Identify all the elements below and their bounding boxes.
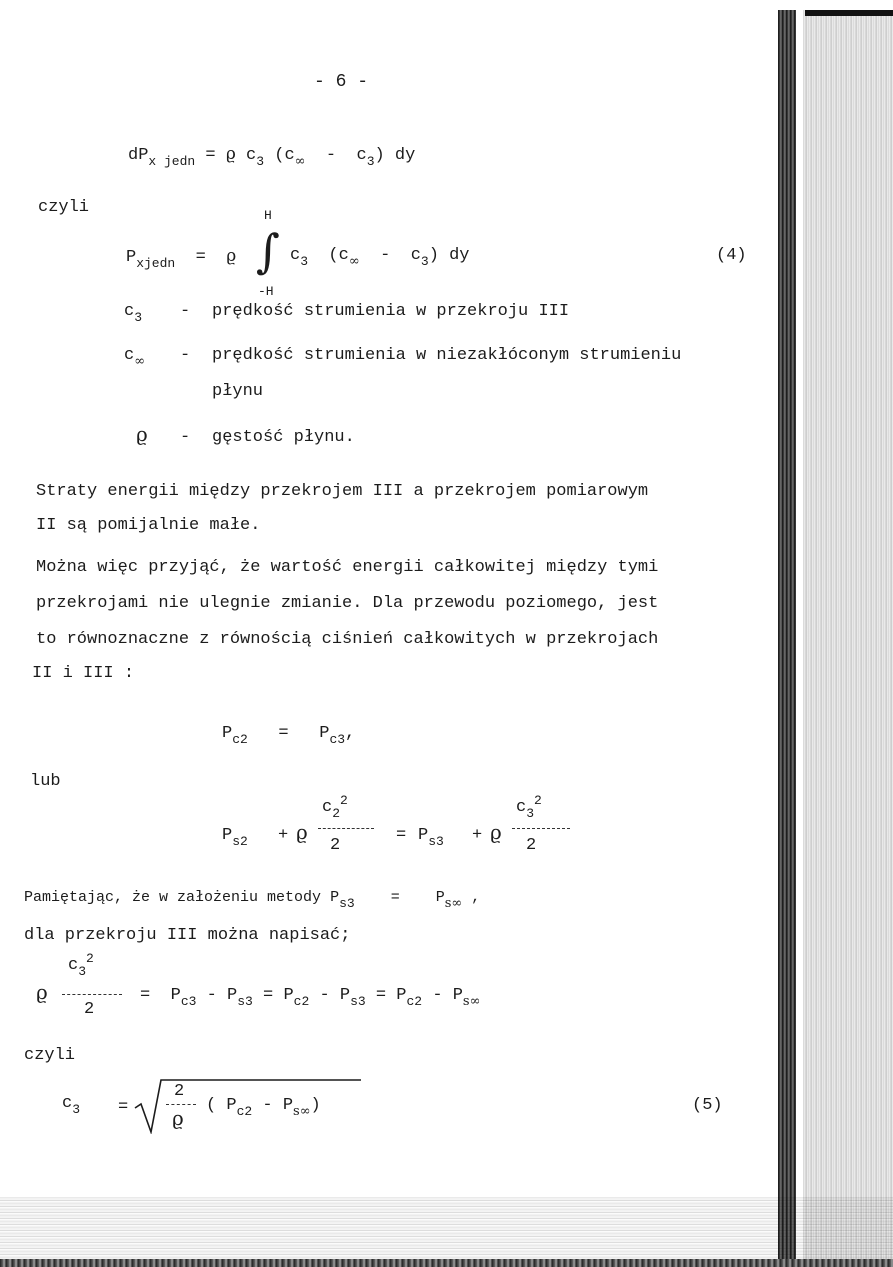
czyli-label-1: czyli	[38, 198, 90, 217]
equation-number-4: (4)	[716, 246, 747, 265]
equation-5-bracket: ( $P_{c2} - P_{s\infty}$)	[206, 1096, 321, 1119]
definition-dash: -	[180, 428, 191, 447]
bernoulli-fraction-denominator: 2	[330, 836, 341, 855]
definition-symbol-rho: ϱ	[136, 422, 148, 446]
definition-text-rho: gęstość płynu.	[212, 428, 355, 447]
bernoulli-plus: +	[278, 826, 289, 845]
bernoulli-fraction-denominator: 2	[526, 836, 537, 855]
bernoulli-fraction-numerator: $c_2^2$	[322, 793, 348, 821]
definition-text-c3: prędkość strumienia w przekroju III	[212, 302, 570, 321]
scan-bottom-noise	[0, 1197, 893, 1267]
bernoulli-equals: =	[396, 826, 407, 845]
remember-line: Pamiętając, że w założeniu metody Ps3 = Ps∞ ,	[24, 889, 481, 911]
fraction-bar	[512, 828, 570, 829]
scan-bottom-edge	[0, 1259, 893, 1267]
scan-binding-top	[805, 10, 893, 16]
integral-lower-limit: -H	[258, 284, 274, 299]
scan-binding-edge	[803, 10, 893, 1267]
page-number: - 6 -	[314, 72, 369, 92]
paragraph-line: przekrojami nie ulegnie zmianie. Dla przewodu poziomego, jest	[36, 594, 659, 613]
integral-body: $c_3$ $(c_\infty - c_3)$ dy	[290, 246, 470, 269]
paragraph-line: II są pomijalnie małe.	[36, 516, 261, 535]
paragraph-line: to równoznaczne z równością ciśnień całkowitych w przekrojach	[36, 630, 659, 649]
chain-fraction-denominator: 2	[84, 1000, 95, 1019]
bernoulli-plus: +	[472, 826, 483, 845]
equation-dp: $dP_{x jedn} = ϱ$ $c_3$ $(c_\infty - c_3)$ dy	[128, 144, 416, 169]
fraction-bar	[62, 994, 122, 995]
lub-label: lub	[30, 772, 61, 791]
integral-upper-limit: H	[264, 208, 272, 223]
integral-sign: ∫	[256, 224, 280, 278]
bernoulli-left-pressure: $P_{s2}$	[222, 826, 248, 849]
equation-5-lhs: $c_3$	[62, 1094, 81, 1117]
bernoulli-rho: ϱ	[490, 820, 502, 844]
chain-fraction-numerator: $c_3^2$	[68, 951, 94, 979]
fraction-bar	[318, 828, 374, 829]
equation-total-pressure: $P_{c2}$ = $P_{c3}$,	[222, 724, 356, 747]
definition-text-cinf-continued: płynu	[212, 382, 264, 401]
scan-binding-shadow	[778, 10, 796, 1267]
dla-line: dla przekroju III można napisać;	[24, 926, 351, 945]
bernoulli-fraction-numerator: $c_3^2$	[516, 793, 542, 821]
chain-expression: = $P_{c3} - P_{s3} = P_{c2} - P_{s3} = P_{c2} - P_{s\infty}$	[140, 986, 481, 1009]
definition-symbol-c3: $c_3$	[124, 302, 143, 325]
equation-4: $P_{xjedn} = ϱ$	[126, 246, 237, 271]
equation-5-equals: =	[118, 1098, 129, 1117]
paragraph-line: II i III :	[32, 664, 135, 683]
definition-dash: -	[180, 346, 191, 365]
czyli-label-2: czyli	[24, 1046, 76, 1065]
equation-number-5: (5)	[692, 1096, 723, 1115]
bernoulli-right-pressure: $P_{s3}$	[418, 826, 444, 849]
bernoulli-rho: ϱ	[296, 820, 308, 844]
definition-symbol-cinf: $c_\infty$	[124, 346, 146, 369]
paragraph-line: Można więc przyjąć, że wartość energii całkowitej między tymi	[36, 558, 659, 577]
paragraph-line: Straty energii między przekrojem III a przekrojem pomiarowym	[36, 482, 649, 501]
chain-rho: ϱ	[36, 980, 48, 1004]
definition-text-cinf: prędkość strumienia w niezakłóconym strumieniu	[212, 346, 682, 365]
definition-dash: -	[180, 302, 191, 321]
equation-5-fraction-denominator: ϱ	[172, 1106, 184, 1130]
equation-5-fraction-numerator: 2	[174, 1082, 185, 1101]
fraction-bar	[166, 1104, 196, 1105]
